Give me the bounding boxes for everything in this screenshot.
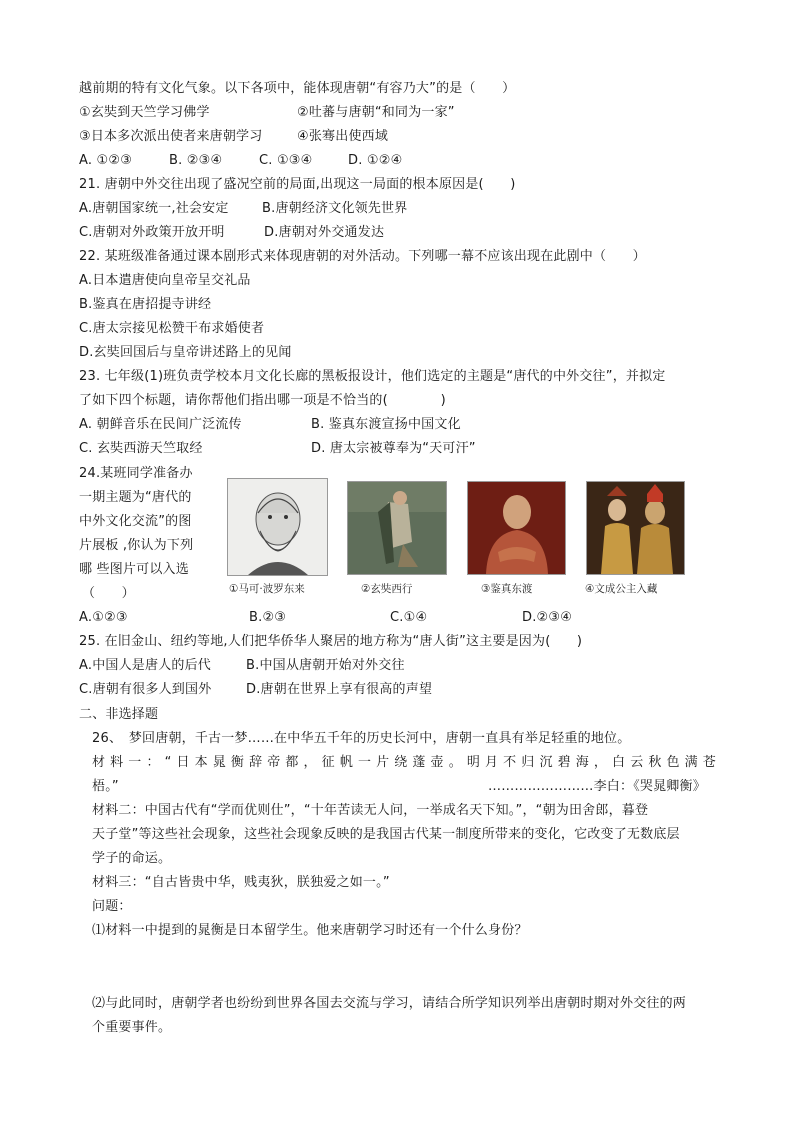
q20-answer-c: C. ①③④ xyxy=(259,153,313,168)
xuanzang-journey-image xyxy=(347,481,447,575)
q20-option-4: ④张骞出使西域 xyxy=(297,129,389,144)
q20-option-1: ①玄奘到天竺学习佛学 xyxy=(79,105,210,120)
q20-answer-d: D. ①②④ xyxy=(348,153,403,168)
q26-material3: 材料三：“自古皆贵中华，贱夷狄，朕独爱之如一。” xyxy=(92,875,390,890)
intro-line: 越前期的特有文化气象。以下各项中，能体现唐朝“有容乃大”的是（ ） xyxy=(79,81,516,96)
caption-jianzhen: ③鉴真东渡 xyxy=(481,583,533,595)
q24-stem-line4: 片展板 ,你认为下列 xyxy=(79,538,194,553)
caption-marco-polo: ①马可·波罗东来 xyxy=(229,583,305,595)
q20-option-2: ②吐蕃与唐朝“和同为一家” xyxy=(297,105,455,120)
q24-stem-line3: 中外文化交流”的图 xyxy=(79,514,192,529)
q26-intro: 26、 梦回唐朝，千古一梦……在中华五千年的历史长河中，唐朝一直具有举足轻重的地位。 xyxy=(92,731,631,746)
q20-answer-a: A. ①②③ xyxy=(79,153,133,168)
q24-stem-line2: 一期主题为“唐代的 xyxy=(79,490,192,505)
q25-option-c: C.唐朝有很多人到国外 xyxy=(79,682,212,697)
q25-stem: 25. 在旧金山、纽约等地,人们把华侨华人聚居的地方称为“唐人街”这主要是因为( ) xyxy=(79,634,583,649)
q26-material1-line2: 梧。” xyxy=(92,779,119,794)
q21-option-d: D.唐朝对外交通发达 xyxy=(264,225,385,240)
q20-answer-b: B. ②③④ xyxy=(169,153,223,168)
q24-stem-line6: （ ） xyxy=(82,586,135,601)
q23-stem-line1: 23. 七年级(1)班负责学校本月文化长廊的黑板报设计，他们选定的主题是“唐代的中外交往”，并拟定 xyxy=(79,369,666,384)
q23-option-d: D. 唐太宗被尊奉为“天可汗” xyxy=(311,441,476,456)
q26-material1-line1: 材料一：“日本晁衡辞帝都，征帆一片绕蓬壶。明月不归沉碧海，白云秋色满苍 xyxy=(92,755,716,770)
q22-option-c: C.唐太宗接见松赞干布求婚使者 xyxy=(79,321,265,336)
q22-option-a: A.日本遣唐使向皇帝呈交礼品 xyxy=(79,273,251,288)
q24-stem-line1: 24.某班同学准备办 xyxy=(79,466,193,481)
princess-wencheng-image xyxy=(586,481,685,575)
q20-option-3: ③日本多次派出使者来唐朝学习 xyxy=(79,129,263,144)
q22-stem: 22. 某班级准备通过课本剧形式来体现唐朝的对外活动。下列哪一幕不应该出现在此剧中（ ） xyxy=(79,249,646,264)
q21-option-a: A.唐朝国家统一,社会安定 xyxy=(79,201,229,216)
q26-questions-label: 问题： xyxy=(92,899,132,914)
q23-option-a: A. 朝鲜音乐在民间广泛流传 xyxy=(79,417,242,432)
q26-material2-line3: 学子的命运。 xyxy=(92,851,172,866)
q21-stem: 21. 唐朝中外交往出现了盛况空前的局面,出现这一局面的根本原因是( ) xyxy=(79,177,516,192)
q26-part2-line2: 个重要事件。 xyxy=(92,1020,172,1035)
q26-part1: ⑴材料一中提到的晁衡是日本留学生。他来唐朝学习时还有一个什么身份？ xyxy=(92,923,528,938)
caption-xuanzang: ②玄奘西行 xyxy=(361,583,413,595)
q24-answer-a: A.①②③ xyxy=(79,610,128,625)
q26-material2-line1: 材料二：中国古代有“学而优则仕”，“十年苦读无人问，一举成名天下知。”，“朝为田舍郎，暮登 xyxy=(92,803,649,818)
section-title-non-choice: 二、非选择题 xyxy=(79,707,159,722)
q24-stem-line5: 哪 些图片可以入选 xyxy=(79,562,189,577)
q24-answer-b: B.②③ xyxy=(249,610,287,625)
q21-option-c: C.唐朝对外政策开放开明 xyxy=(79,225,225,240)
q23-option-b: B. 鉴真东渡宣扬中国文化 xyxy=(311,417,461,432)
q25-option-a: A.中国人是唐人的后代 xyxy=(79,658,211,673)
q26-material2-line2: 天子堂”等这些社会现象，这些社会现象反映的是我国古代某一制度所带来的变化，它改变了无数底层 xyxy=(92,827,680,842)
q25-option-d: D.唐朝在世界上享有很高的声望 xyxy=(246,682,433,697)
q25-option-b: B.中国从唐朝开始对外交往 xyxy=(246,658,405,673)
q23-stem-line2: 了如下四个标题，请你帮他们指出哪一项是不恰当的( ) xyxy=(79,393,446,408)
q21-option-b: B.唐朝经济文化领先世界 xyxy=(262,201,408,216)
q26-part2-line1: ⑵与此同时，唐朝学者也纷纷到世界各国去交流与学习，请结合所学知识列举出唐朝时期对外交往的两 xyxy=(92,996,687,1011)
q22-option-b: B.鉴真在唐招提寺讲经 xyxy=(79,297,212,312)
jianzhen-statue-image xyxy=(467,481,566,575)
marco-polo-portrait-image xyxy=(227,478,328,576)
q24-answer-c: C.①④ xyxy=(390,610,428,625)
caption-wencheng: ④文成公主入藏 xyxy=(585,583,658,595)
q22-option-d: D.玄奘回国后与皇帝讲述路上的见闻 xyxy=(79,345,292,360)
q26-material1-source: ……………………李白：《哭晁卿衡》 xyxy=(488,779,706,794)
q23-option-c: C. 玄奘西游天竺取经 xyxy=(79,441,203,456)
q24-answer-d: D.②③④ xyxy=(522,610,573,625)
